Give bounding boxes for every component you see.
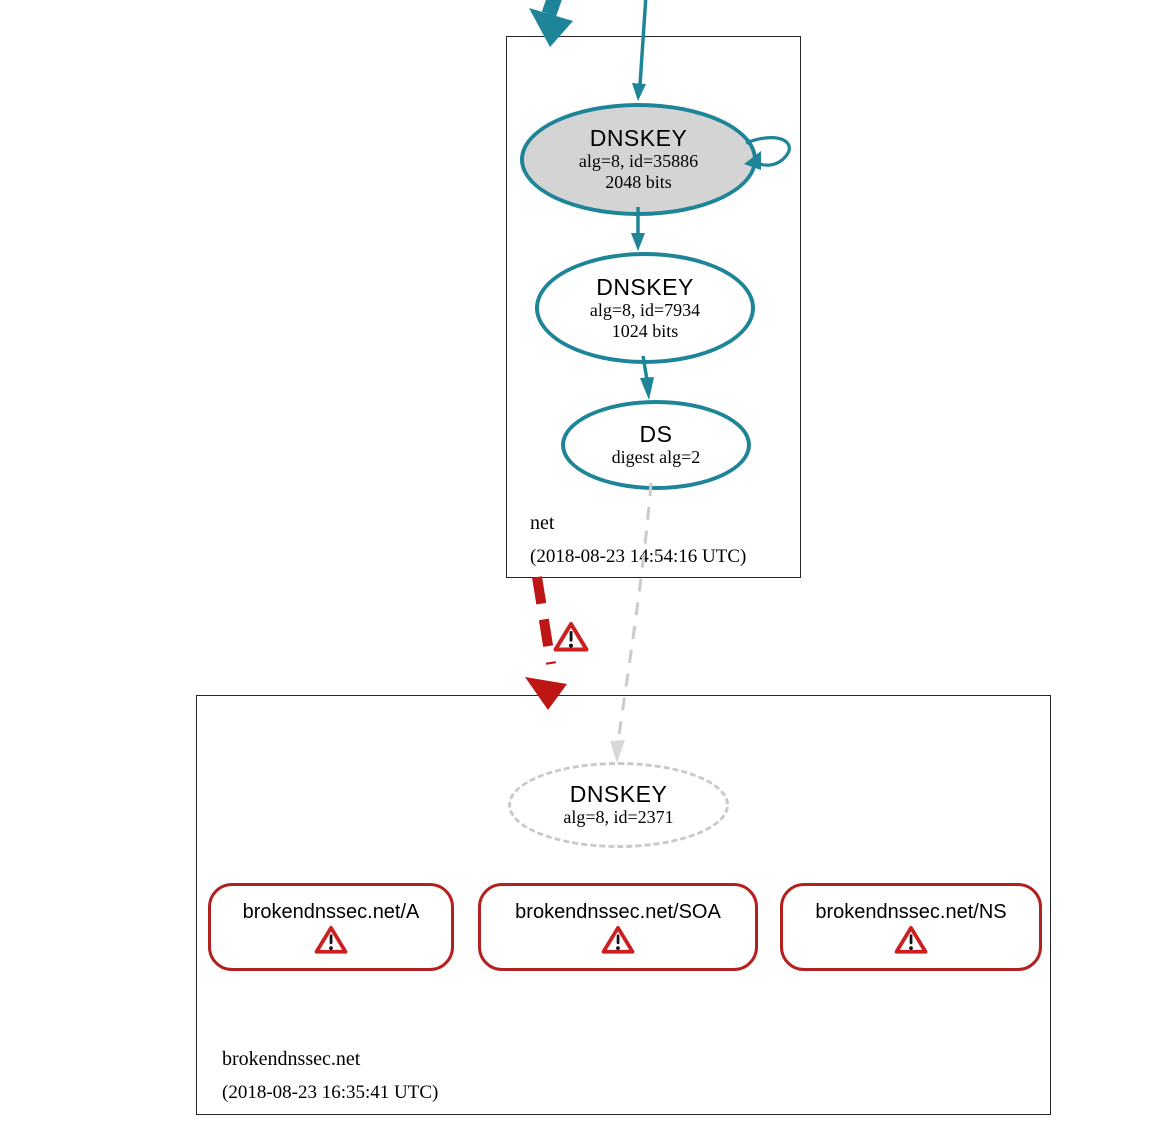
node-detail: alg=8, id=35886 <box>578 151 699 171</box>
rrset-node-a[interactable] <box>208 883 454 971</box>
rrset-label: brokendnssec.net/A <box>242 901 420 923</box>
node-detail: digest alg=2 <box>611 447 701 467</box>
node-detail: alg=8, id=2371 <box>563 807 674 827</box>
node-key-size: 1024 bits <box>611 320 679 341</box>
zone-timestamp-net: (2018-08-23 14:54:16 UTC) <box>530 546 747 567</box>
rrset-node-soa[interactable] <box>478 883 758 971</box>
warning-icon <box>601 925 635 955</box>
rrset-label: brokendnssec.net/NS <box>815 901 1007 923</box>
node-detail: alg=8, id=7934 <box>589 299 701 320</box>
warning-icon <box>314 925 348 955</box>
zone-name-brokendnssec-net: brokendnssec.net <box>222 1048 361 1070</box>
node-key-size: 2048 bits <box>605 172 672 192</box>
node-title: DNSKEY <box>569 781 668 807</box>
node-title: DNSKEY <box>589 125 688 151</box>
rrset-label: brokendnssec.net/SOA <box>515 901 721 923</box>
node-title: DNSKEY <box>596 273 694 300</box>
node-dnskey-zsk[interactable] <box>535 252 755 364</box>
node-title: DS <box>639 421 673 447</box>
node-dnskey-ksk[interactable] <box>520 103 757 216</box>
zone-name-net: net <box>530 512 555 534</box>
zone-timestamp-brokendnssec-net: (2018-08-23 16:35:41 UTC) <box>222 1082 439 1103</box>
warning-icon <box>894 925 928 955</box>
warning-icon <box>553 621 589 658</box>
node-ds[interactable] <box>561 400 751 490</box>
node-dnskey-broken[interactable] <box>508 762 729 848</box>
rrset-node-ns[interactable] <box>780 883 1042 971</box>
